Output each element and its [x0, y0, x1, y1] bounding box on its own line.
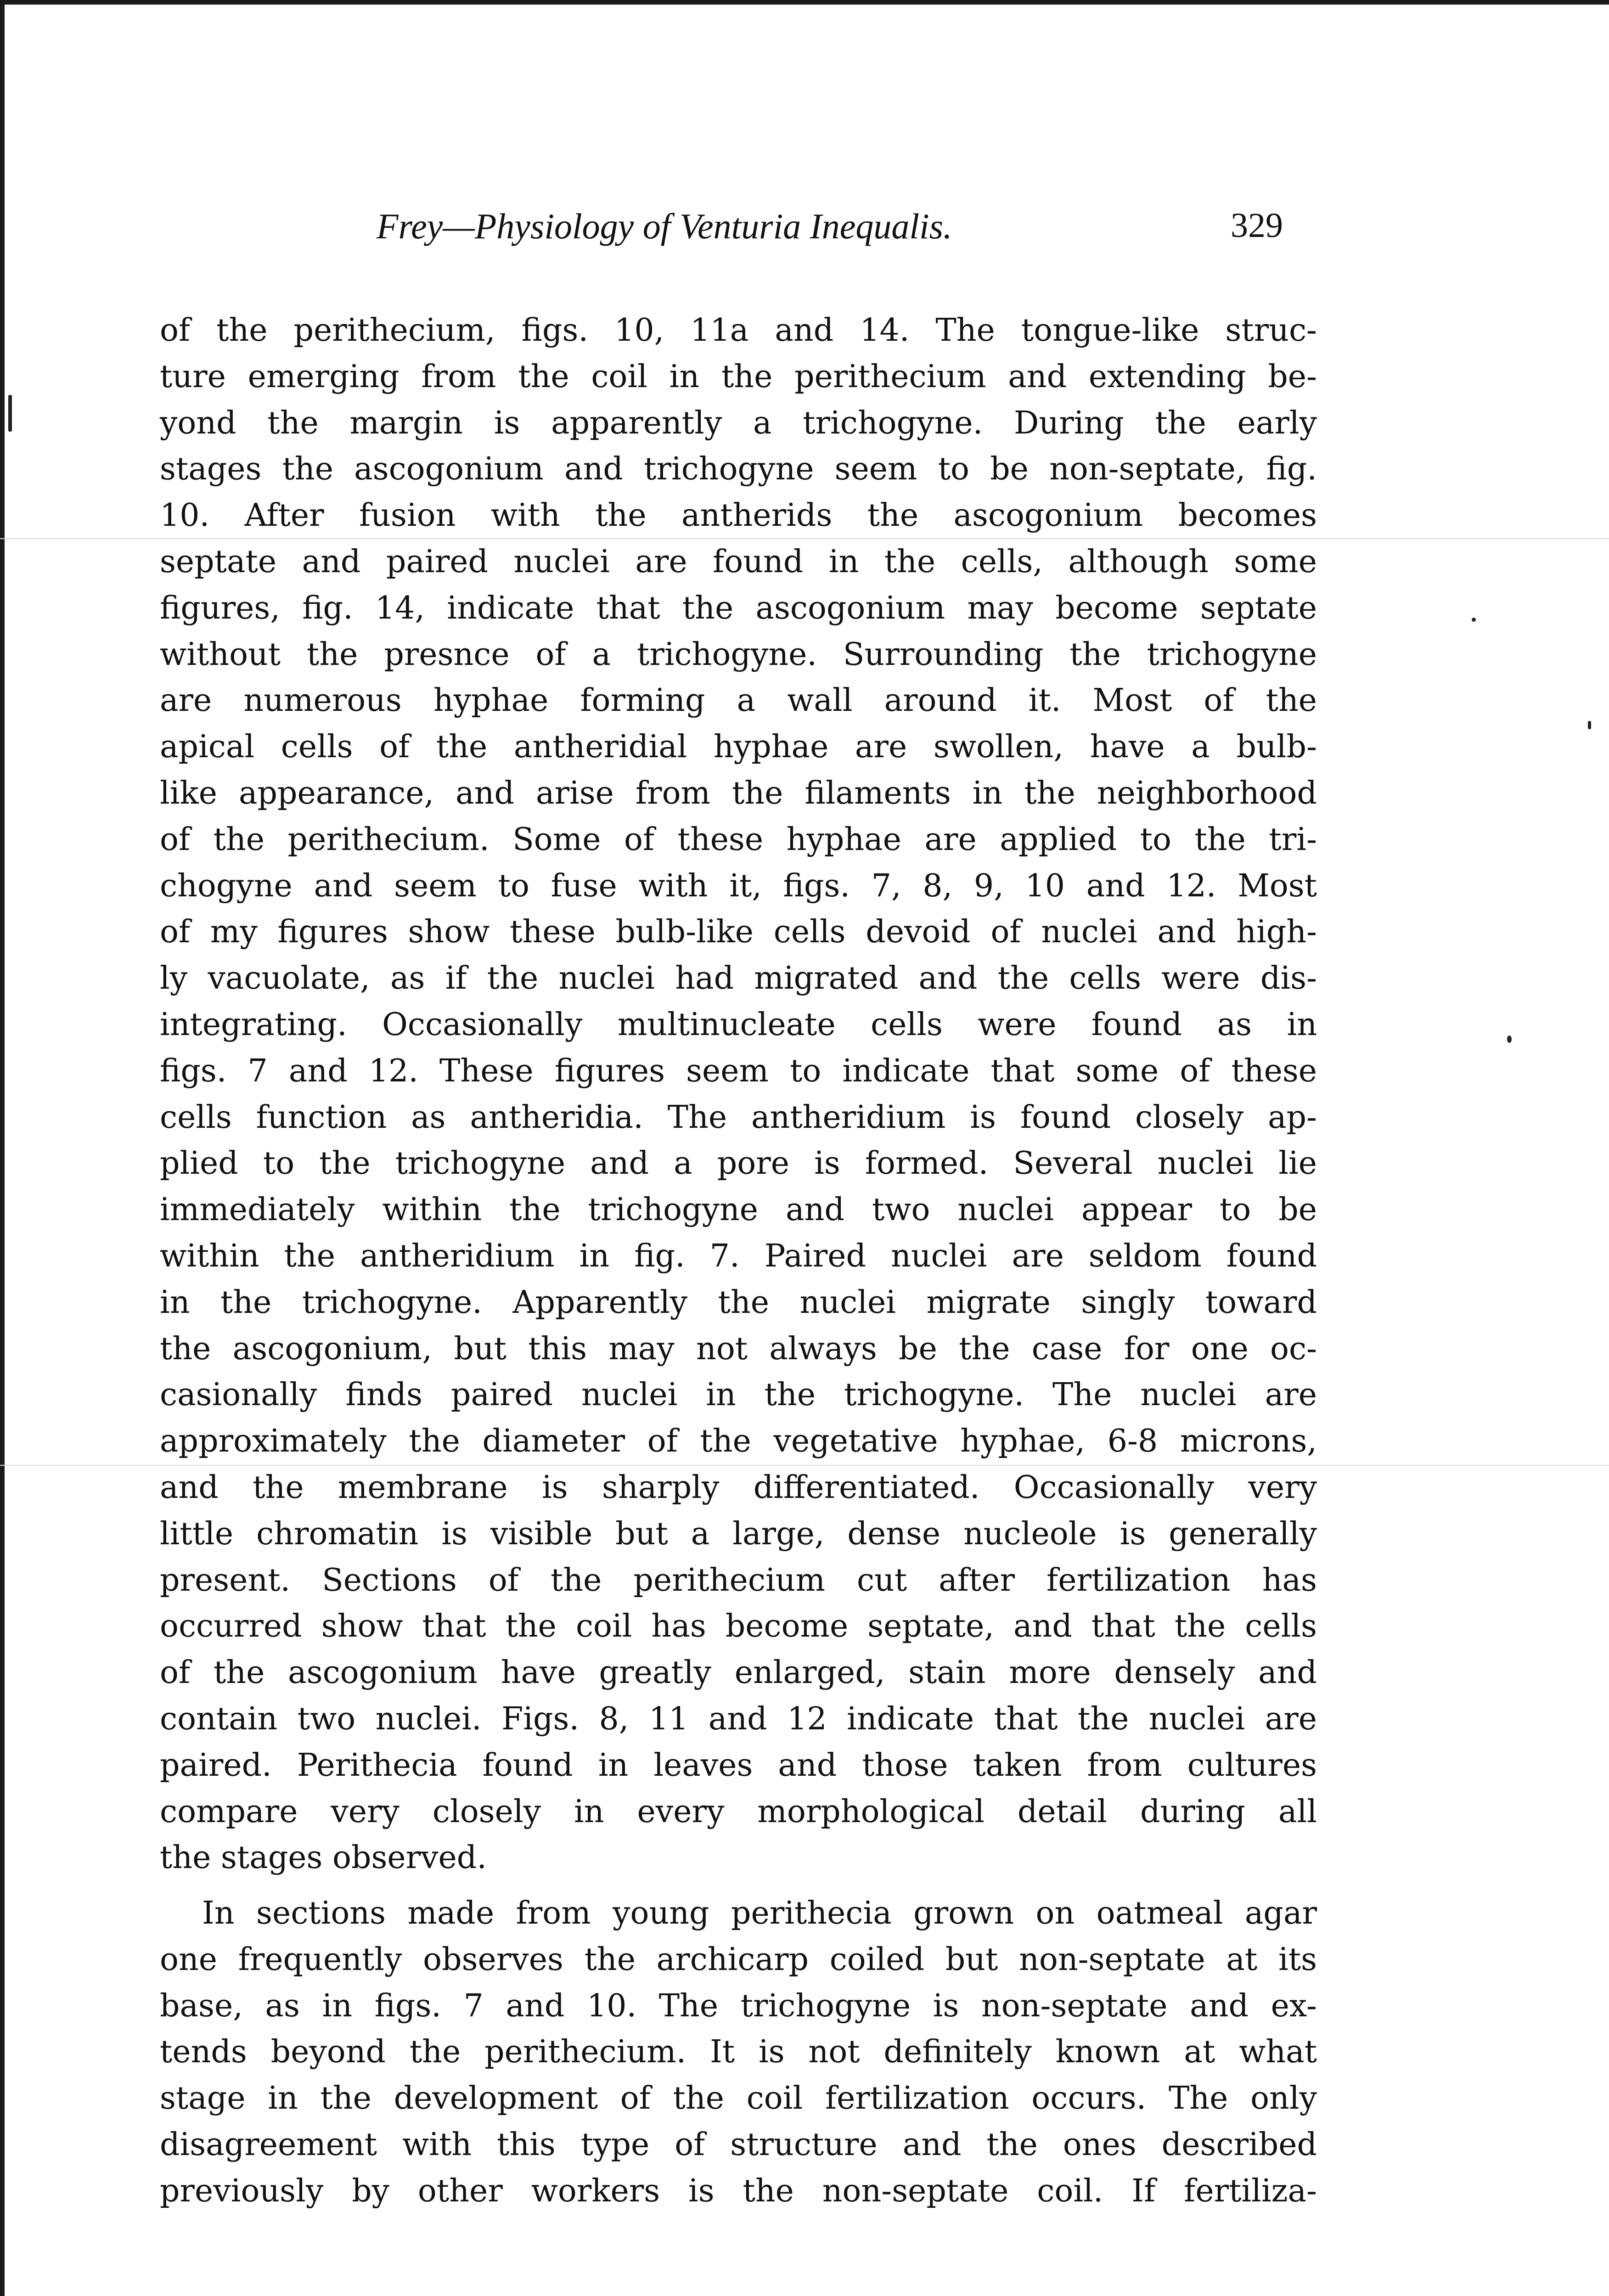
page-number: 329 — [1231, 206, 1283, 245]
text-line: ture emerging from the coil in the perithecium and extending be- — [160, 358, 1317, 395]
text-line: the ascogonium, but this may not always be the case for one oc- — [160, 1330, 1317, 1367]
text-line: of the perithecium, figs. 10, 11a and 14. The tongue-like struc- — [160, 312, 1317, 349]
text-line: 10. After fusion with the antherids the ascogonium becomes — [160, 497, 1317, 534]
text-line: plied to the trichogyne and a pore is formed. Several nuclei lie — [160, 1145, 1317, 1182]
text-line: occurred show that the coil has become septate, and that the cells — [160, 1608, 1317, 1645]
text-line: cells function as antheridia. The antheridium is found closely ap- — [160, 1099, 1317, 1136]
text-line: yond the margin is apparently a trichogyne. During the early — [160, 405, 1317, 441]
text-line: casionally finds paired nuclei in the trichogyne. The nuclei are — [160, 1377, 1317, 1413]
text-line: little chromatin is visible but a large, dense nucleole is generally — [160, 1515, 1317, 1552]
text-line: of my figures show these bulb-like cells devoid of nuclei and high- — [160, 914, 1317, 951]
text-line: septate and paired nuclei are found in the cells, although some — [160, 543, 1317, 580]
text-line: contain two nuclei. Figs. 8, 11 and 12 indicate that the nuclei are — [160, 1700, 1317, 1737]
speck — [1472, 618, 1476, 622]
text-line: figs. 7 and 12. These figures seem to indicate that some of these — [160, 1052, 1317, 1089]
text-line: approximately the diameter of the vegetative hyphae, 6-8 microns, — [160, 1423, 1317, 1460]
running-head: Frey—Physiology of Venturia Inequalis. — [377, 206, 952, 246]
scan-edge-left — [0, 0, 5, 2296]
text-line: in the trichogyne. Apparently the nuclei migrate singly toward — [160, 1284, 1317, 1321]
text-line: one frequently observes the archicarp coiled but non-septate at its — [160, 1941, 1317, 1978]
text-line: tends beyond the perithecium. It is not definitely known at what — [160, 2034, 1317, 2071]
text-line: ly vacuolate, as if the nuclei had migrated and the cells were dis- — [160, 960, 1317, 997]
paragraph-2 — [160, 1891, 1317, 2215]
body-text — [160, 308, 1317, 2215]
text-line: the stages observed. — [160, 1840, 487, 1876]
page-header — [0, 206, 1609, 252]
text-line: of the ascogonium have greatly enlarged, stain more densely and — [160, 1654, 1317, 1691]
text-line: within the antheridium in fig. 7. Paired nuclei are seldom found — [160, 1238, 1317, 1274]
text-line: In sections made from young perithecia grown on oatmeal agar — [202, 1895, 1317, 1932]
text-line: stage in the development of the coil fertilization occurs. The only — [160, 2080, 1317, 2117]
paragraph-1 — [160, 308, 1317, 1881]
scan-edge-top — [0, 0, 1609, 5]
text-line: apical cells of the antheridial hyphae are swollen, have a bulb- — [160, 729, 1317, 765]
text-line: compare very closely in every morphological detail during all — [160, 1793, 1317, 1830]
text-line: present. Sections of the perithecium cut after fertilization has — [160, 1562, 1317, 1598]
text-line: are numerous hyphae forming a wall around it. Most of the — [160, 682, 1317, 719]
margin-mark — [8, 395, 12, 432]
text-line: like appearance, and arise from the filaments in the neighborhood — [160, 775, 1317, 811]
speck — [1507, 1035, 1512, 1043]
speck — [1588, 721, 1591, 729]
text-line: and the membrane is sharply differentiated. Occasionally very — [160, 1469, 1317, 1506]
text-line: without the presnce of a trichogyne. Surrounding the trichogyne — [160, 636, 1317, 673]
text-line: paired. Perithecia found in leaves and those taken from cultures — [160, 1747, 1317, 1784]
text-line: chogyne and seem to fuse with it, figs. 7, 8, 9, 10 and 12. Most — [160, 867, 1317, 904]
text-line: figures, fig. 14, indicate that the ascogonium may become septate — [160, 590, 1317, 626]
text-line: previously by other workers is the non-septate coil. If fertiliza- — [160, 2172, 1317, 2209]
text-line: of the perithecium. Some of these hyphae are applied to the tri- — [160, 821, 1317, 858]
text-line: disagreement with this type of structure and the ones described — [160, 2127, 1317, 2163]
text-line: immediately within the trichogyne and two nuclei appear to be — [160, 1192, 1317, 1228]
text-line: integrating. Occasionally multinucleate cells were found as in — [160, 1006, 1317, 1043]
text-line: base, as in figs. 7 and 10. The trichogyne is non-septate and ex- — [160, 1987, 1317, 2024]
text-line: stages the ascogonium and trichogyne seem to be non-septate, fig. — [160, 451, 1317, 488]
